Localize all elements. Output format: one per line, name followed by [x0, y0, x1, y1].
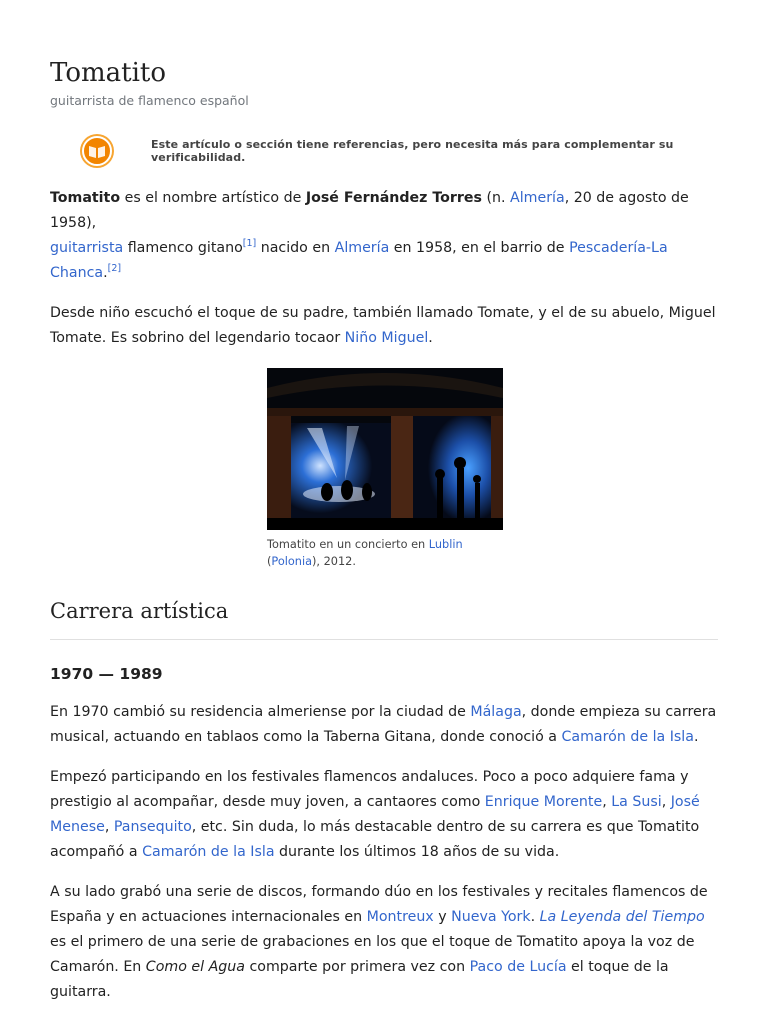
intro-paragraph-2: Desde niño escuchó el toque de su padre, también llamado Tomate, y el de su abuelo, Miguel Tomate. Es sobrino del legendario tocaor Niño Miguel.: [50, 305, 716, 346]
link-nino-miguel[interactable]: Niño Miguel: [344, 330, 429, 346]
link-pescaderia[interactable]: Pescadería-La Chanca: [50, 240, 668, 281]
subject-name: Tomatito: [50, 190, 121, 206]
album-como-el-agua: Como el Agua: [145, 959, 245, 975]
concert-photo[interactable]: [267, 368, 503, 530]
link-paco-de-lucia[interactable]: Paco de Lucía: [469, 959, 567, 975]
link-camaron[interactable]: Camarón de la Isla: [561, 729, 694, 745]
section-heading-carrera[interactable]: Carrera artística: [50, 597, 718, 640]
link-guitarrista[interactable]: guitarrista: [50, 240, 124, 256]
full-name: José Fernández Torres: [305, 190, 482, 206]
link-almeria[interactable]: Almería: [510, 190, 565, 206]
link-la-susi[interactable]: La Susi: [611, 794, 662, 810]
career-paragraph-2: Empezó participando en los festivales flamencos andaluces. Poco a poco adquiere fama y prestigio al acompañar, desde muy joven, a cantaores como Enrique Morente, La Susi, José Menese, Pansequito, etc. Sin duda, lo más destacable dentro de su carrera es que Tomatito acompañó a Camarón de la Isla durante los últimos 18 años de su vida.: [50, 769, 700, 860]
reference-2-link[interactable]: [2]: [107, 263, 122, 274]
link-jose-menese[interactable]: José Menese: [50, 794, 700, 835]
concert-figure: [267, 368, 503, 570]
book-reference-icon: [50, 133, 145, 169]
link-almeria-2[interactable]: Almería: [334, 240, 390, 256]
reference-1-link[interactable]: [1]: [242, 238, 257, 249]
link-polonia[interactable]: Polonia: [271, 555, 313, 568]
notice-text: Este artículo o sección tiene referencias, pero necesita más para complementar su verificabilidad.: [150, 138, 674, 164]
link-camaron-2[interactable]: Camarón de la Isla: [142, 844, 275, 860]
link-la-leyenda-del-tiempo[interactable]: La Leyenda del Tiempo: [539, 909, 705, 925]
page-title: Tomatito: [50, 58, 166, 88]
link-enrique-morente[interactable]: Enrique Morente: [484, 794, 603, 810]
link-lublin[interactable]: Lublin: [428, 538, 463, 551]
career-paragraph-3: A su lado grabó una serie de discos, formando dúo en los festivales y recitales flamencos de España y en actuaciones internacionales en Montreux y Nueva York. La Leyenda del Tiempo es el primero de una serie de grabaciones en los que el toque de Tomatito apoya la voz de Camarón. En Como el Agua comparte por primera vez con Paco de Lucía el toque de la guitarra.: [50, 884, 708, 1000]
page-subtitle: guitarrista de flamenco español: [50, 93, 249, 108]
intro-paragraph-1: Tomatito es el nombre artístico de José Fernández Torres (n. Almería, 20 de agosto de 1958), guitarrista flamenco gitano[1] nacido en Almería en 1958, en el barrio de Pescadería-La Chanca.[2]: [50, 190, 689, 281]
subsection-heading-1970-1989: 1970 — 1989: [50, 665, 163, 683]
reference-notice: [50, 127, 718, 175]
link-pansequito[interactable]: Pansequito: [113, 819, 192, 835]
figure-caption: Tomatito en un concierto en Lublin (Polonia), 2012.: [267, 538, 463, 568]
link-malaga[interactable]: Málaga: [470, 704, 522, 720]
career-paragraph-1: En 1970 cambió su residencia almeriense por la ciudad de Málaga, donde empieza su carrera musical, actuando en tablaos como la Taberna Gitana, donde conoció a Camarón de la Isla.: [50, 704, 717, 745]
link-montreux[interactable]: Montreux: [366, 909, 434, 925]
link-nueva-york[interactable]: Nueva York: [451, 909, 531, 925]
